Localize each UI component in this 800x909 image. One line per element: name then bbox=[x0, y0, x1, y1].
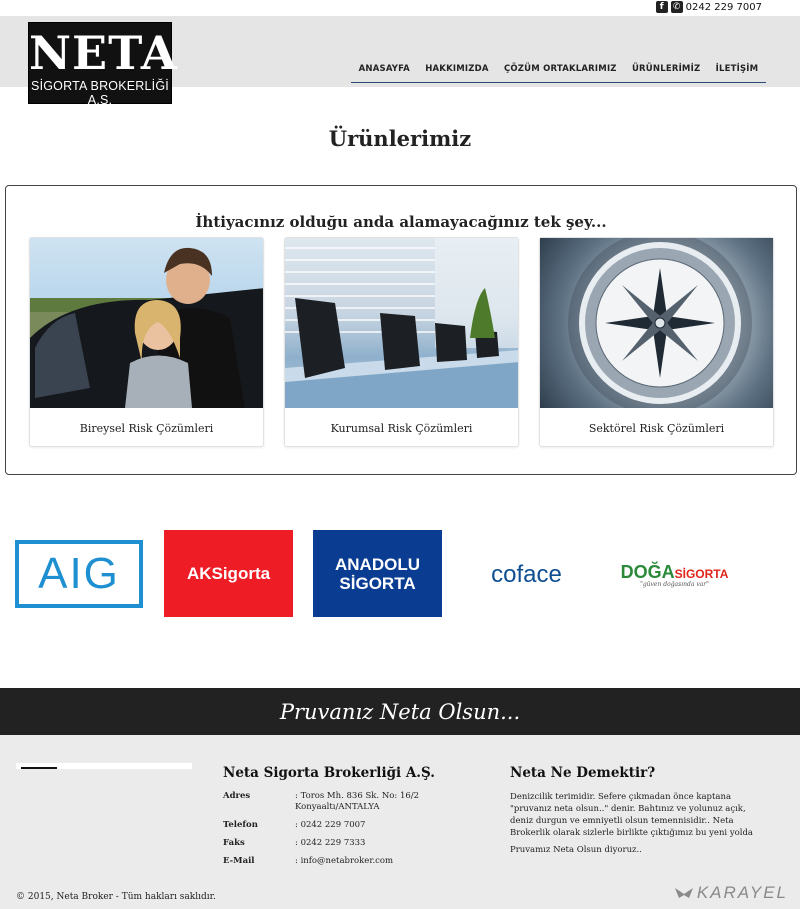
top-bar bbox=[0, 0, 800, 16]
nav-urunlerimiz[interactable]: ÜRÜNLERİMİZ bbox=[631, 64, 701, 74]
anadolu-sigorta-logo[interactable] bbox=[313, 530, 442, 617]
copyright-text: © 2015, Neta Broker - Tüm hakları saklıdır. bbox=[16, 892, 216, 902]
products-tagline: İhtiyacınız olduğu anda alamayacağınız tek şey... bbox=[195, 213, 607, 231]
main-nav bbox=[351, 56, 766, 83]
site-header bbox=[0, 16, 800, 107]
footer-info-key: E-Mail bbox=[223, 856, 255, 866]
product-caption: Kurumsal Risk Çözümleri bbox=[330, 421, 473, 435]
footer-info-value: : 0242 229 7333 bbox=[295, 838, 366, 848]
logo-sub-text: SİGORTA BROKERLİĞİ A.Ş. bbox=[31, 79, 169, 107]
top-contact bbox=[656, 1, 762, 13]
aig-logo-text: AIG bbox=[38, 549, 120, 598]
doga-logo-word: DOĞA bbox=[620, 562, 675, 582]
footer-info-key: Faks bbox=[223, 838, 245, 848]
doga-sigorta-logo[interactable] bbox=[610, 550, 739, 600]
page-title: Ürünlerimiz bbox=[328, 126, 472, 151]
doga-logo-slogan: "güven doğasında var" bbox=[640, 581, 709, 588]
office-image bbox=[285, 238, 518, 408]
logo-main-text: NETA bbox=[29, 26, 178, 80]
nav-iletisim[interactable]: İLETİŞİM bbox=[715, 64, 759, 74]
nav-cozum-ortaklarimiz[interactable]: ÇÖZÜM ORTAKLARIMIZ bbox=[503, 64, 617, 74]
products-box bbox=[5, 185, 797, 475]
slogan-text: Pruvanız Neta Olsun... bbox=[279, 699, 521, 724]
footer-info-value[interactable]: : 0242 229 7007 bbox=[295, 820, 366, 830]
aksigorta-logo[interactable] bbox=[164, 530, 293, 617]
doga-logo-sigorta: SİGORTA bbox=[674, 567, 729, 581]
nav-anasayfa[interactable]: ANASAYFA bbox=[358, 64, 410, 74]
coface-logo[interactable] bbox=[462, 550, 591, 600]
footer-divider bbox=[16, 763, 192, 769]
facebook-icon[interactable]: f bbox=[656, 1, 668, 13]
couple-car-image bbox=[30, 238, 263, 408]
footer-about bbox=[510, 765, 770, 861]
product-caption: Sektörel Risk Çözümleri bbox=[588, 421, 725, 435]
ak-logo-text: AKSigorta bbox=[186, 563, 271, 583]
footer-info-row bbox=[223, 791, 493, 813]
aig-logo[interactable] bbox=[15, 540, 143, 608]
footer-about-title: Neta Ne Demektir? bbox=[510, 765, 656, 781]
site-footer bbox=[0, 735, 800, 909]
site-logo[interactable] bbox=[28, 22, 178, 107]
karayel-bird-icon bbox=[675, 886, 693, 900]
karayel-credit[interactable] bbox=[675, 883, 788, 903]
office-illustration bbox=[285, 238, 518, 408]
footer-info-value: : Toros Mh. 836 Sk. No: 16/2 Konyaaltı/ANTALYA bbox=[295, 791, 420, 812]
footer-info-row bbox=[223, 838, 493, 849]
product-card-sektorel[interactable] bbox=[539, 237, 774, 447]
footer-company-title: Neta Sigorta Brokerliği A.Ş. bbox=[223, 765, 435, 781]
couple-illustration bbox=[30, 238, 263, 408]
slogan-banner bbox=[0, 688, 800, 735]
footer-info-row bbox=[223, 856, 493, 867]
nav-hakkimizda[interactable]: HAKKIMIZDA bbox=[425, 64, 489, 74]
coface-logo-text: coface bbox=[491, 561, 562, 588]
footer-email-link[interactable]: : info@netabroker.com bbox=[295, 856, 394, 866]
karayel-credit-text: KARAYEL bbox=[696, 883, 788, 902]
partner-logos bbox=[0, 530, 800, 618]
footer-about-text: Denizcilik terimidir. Sefere çıkmadan önce kaptana "pruvanız neta olsun.." denir. Bahtınız ve yolunuz açık, deniz durgun ve emniyetli olsun temennisidir.. Neta Brokerlik olarak sizlerle birlikte çıktığımız bu yeni yolda bbox=[510, 792, 754, 838]
compass-illustration bbox=[540, 238, 773, 408]
footer-company-info bbox=[223, 765, 493, 874]
anadolu-logo-line2: SİGORTA bbox=[339, 573, 416, 593]
footer-info-row bbox=[223, 820, 493, 831]
product-caption: Bireysel Risk Çözümleri bbox=[79, 421, 214, 435]
top-phone-number: 0242 229 7007 bbox=[685, 1, 762, 13]
footer-info-key: Adres bbox=[223, 791, 251, 801]
phone-icon: ✆ bbox=[671, 1, 683, 13]
footer-about-text-2: Pruvamız Neta Olsun diyoruz.. bbox=[510, 845, 642, 855]
product-card-bireysel[interactable] bbox=[29, 237, 264, 447]
footer-info-key: Telefon bbox=[223, 820, 258, 830]
product-card-kurumsal[interactable] bbox=[284, 237, 519, 447]
anadolu-logo-line1: ANADOLU bbox=[335, 554, 420, 574]
compass-image bbox=[540, 238, 773, 408]
doga-logo-main bbox=[621, 562, 729, 583]
